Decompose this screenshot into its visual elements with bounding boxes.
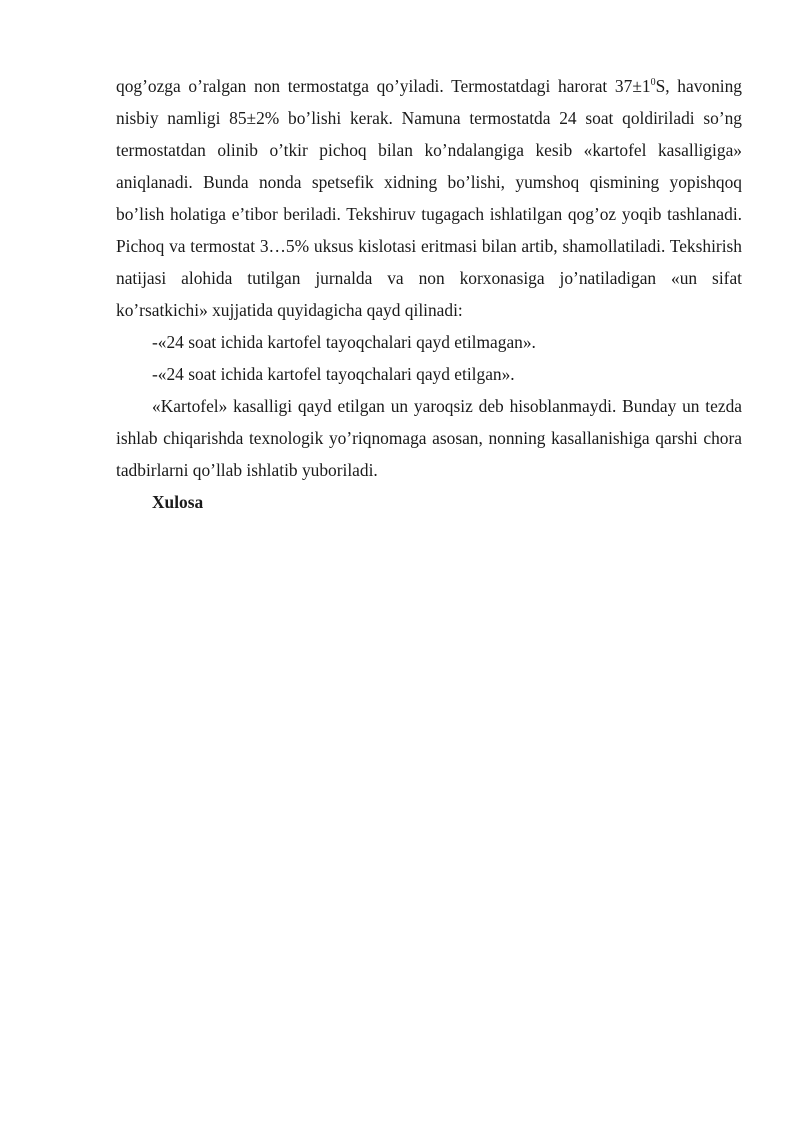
degree-superscript: 0 (650, 77, 656, 89)
paragraph-conclusion-note: «Kartofel» kasalligi qayd etilgan un yaroqsiz deb hisoblanmaydi. Bunday un tezda ishlab chiqarishda texnologik yo’riqnomaga asosan, nonning kasallanishiga qarshi chora tadbirlarni qo’llab ishlatib yuboriladi. (116, 396, 742, 480)
paragraph-procedure-text-start: qog’ozga o’ralgan non termostatga qo’yiladi. Termostatdagi harorat 37±1 (116, 76, 651, 96)
record-item-not-detected: -«24 soat ichida kartofel tayoqchalari qayd etilmagan». (152, 332, 536, 352)
paragraph-procedure (116, 70, 742, 326)
document-page (116, 70, 742, 518)
paragraph-procedure-text-end: S, havoning nisbiy namligi 85±2% bo’lishi kerak. Namuna termostatda 24 soat qoldiriladi so’ng termostatdan olinib o’tkir pichoq bilan ko’ndalangiga kesib «kartofel kasalligiga» aniqlanadi. Bunda nonda spetsefik xidning bo’lishi, yumshoq qismining yopishqoq bo’lish holatiga e’tibor beriladi. Tekshiruv tugagach ishlatilgan qog’oz yoqib tashlanadi. Pichoq va termostat 3…5% uksus kislotasi eritmasi bilan artib, shamollatiladi. Tekshirish natijasi alohida tutilgan jurnalda va non korxonasiga jo’natiladigan «un sifat ko’rsatkichi» xujjatida quyidagicha qayd qilinadi: (116, 76, 743, 320)
section-heading: Xulosa (152, 492, 204, 512)
record-item-detected: -«24 soat ichida kartofel tayoqchalari qayd etilgan». (152, 364, 515, 384)
